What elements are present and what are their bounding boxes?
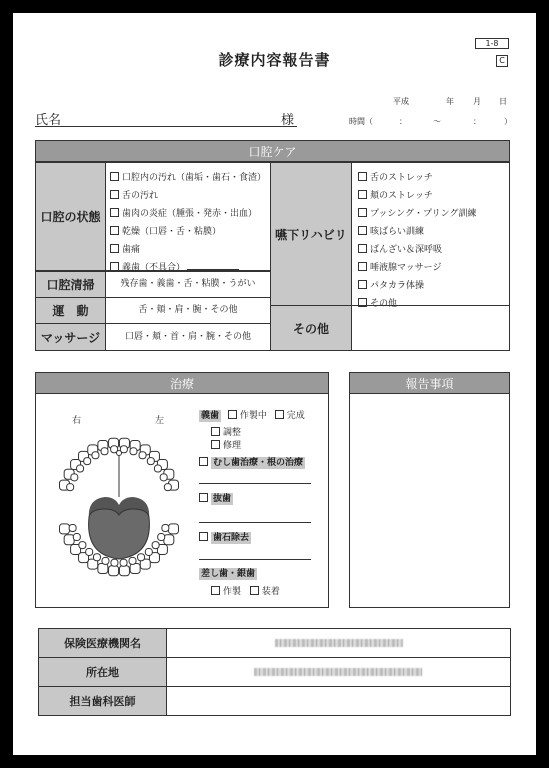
- date-era: 平成: [393, 97, 409, 106]
- time-label: 時間（: [349, 117, 373, 126]
- state-item[interactable]: [110, 244, 266, 255]
- checkbox[interactable]: [110, 208, 119, 217]
- swallow-item-label: 咳ばらい訓練: [370, 227, 425, 237]
- scaling-row[interactable]: [199, 532, 251, 543]
- tooth[interactable]: [138, 554, 145, 561]
- state-item[interactable]: [110, 172, 266, 183]
- checkbox[interactable]: [110, 244, 119, 253]
- form-code-2: C: [496, 55, 508, 67]
- report-title: 報告事項: [405, 377, 454, 391]
- treatment-title: 治療: [169, 377, 194, 391]
- tooth[interactable]: [59, 524, 69, 534]
- tooth[interactable]: [79, 542, 86, 549]
- exercise-label: 運 動: [35, 297, 106, 324]
- state-label: 口腔の状態: [35, 162, 106, 271]
- state-item-label: 義歯（不具合）: [122, 263, 186, 273]
- midline-dot: [117, 451, 122, 456]
- swallow-item[interactable]: [358, 244, 493, 255]
- swallow-item-label: その他: [370, 299, 398, 309]
- page-title: 診療内容報告書: [218, 51, 331, 69]
- treatment-header: [35, 372, 329, 394]
- cleaning-options: 残存歯・義歯・舌・粘膜・うがい: [105, 271, 271, 298]
- date-month: 月: [473, 97, 481, 106]
- swallow-item[interactable]: [358, 262, 493, 273]
- tooth[interactable]: [77, 465, 84, 472]
- repair-row[interactable]: [211, 440, 241, 451]
- oral-care-header: [35, 140, 510, 162]
- tooth[interactable]: [152, 542, 159, 549]
- extraction-row[interactable]: [199, 493, 233, 504]
- tooth[interactable]: [109, 566, 119, 576]
- oral-care-title: 口腔ケア: [248, 145, 297, 159]
- cleaning-label: 口腔清掃: [35, 271, 106, 298]
- swallow-item[interactable]: [358, 226, 493, 237]
- caries-row[interactable]: [199, 457, 305, 468]
- crown-label: 差し歯・銀歯: [201, 569, 256, 579]
- tooth[interactable]: [98, 563, 108, 573]
- repair-label: 修理: [223, 441, 242, 451]
- checkbox[interactable]: [211, 427, 220, 436]
- checkbox[interactable]: [358, 244, 367, 253]
- checkbox[interactable]: [199, 532, 208, 541]
- state-item-label: 歯肉の炎症（腫張・発赤・出血）: [122, 209, 258, 219]
- tooth[interactable]: [101, 448, 108, 455]
- left-label: 左: [155, 416, 165, 426]
- extraction-line[interactable]: [199, 522, 311, 523]
- tooth[interactable]: [139, 452, 146, 459]
- tooth[interactable]: [130, 563, 140, 573]
- in-progress-label: 作製中: [239, 411, 267, 421]
- checkbox[interactable]: [199, 493, 208, 502]
- state-item-label: 舌の汚れ: [122, 191, 159, 201]
- caries-label: むし歯治療・根の治療: [213, 458, 304, 468]
- address-blurred-text: [254, 668, 422, 676]
- checkbox[interactable]: [358, 190, 367, 199]
- form-code: 1-8: [475, 38, 509, 49]
- fit-label: 装着: [261, 587, 280, 597]
- tooth[interactable]: [93, 554, 100, 561]
- tooth[interactable]: [154, 465, 161, 472]
- checkbox[interactable]: [228, 410, 237, 419]
- time-colon-2: ：: [473, 117, 481, 126]
- tooth[interactable]: [71, 474, 78, 481]
- complete-label: 完成: [286, 411, 305, 421]
- tooth[interactable]: [67, 484, 74, 491]
- address-label: 所在地: [38, 657, 167, 687]
- denture-row: [199, 410, 305, 421]
- tooth[interactable]: [92, 452, 99, 459]
- tooth[interactable]: [120, 559, 127, 566]
- tooth[interactable]: [111, 559, 118, 566]
- state-item-label: 歯痛: [122, 245, 141, 255]
- report-field[interactable]: [350, 394, 509, 607]
- tooth[interactable]: [164, 535, 174, 545]
- checkbox[interactable]: [358, 226, 367, 235]
- name-field[interactable]: [35, 125, 297, 127]
- massage-options: 口唇・頬・首・肩・腕・その他: [105, 323, 271, 351]
- checkbox[interactable]: [110, 190, 119, 199]
- time-close: ）: [504, 117, 512, 126]
- tooth[interactable]: [158, 534, 165, 541]
- time-tilde: 〜: [433, 117, 441, 126]
- swallow-item[interactable]: [358, 172, 493, 183]
- report-header: [349, 372, 510, 394]
- tooth[interactable]: [102, 557, 109, 564]
- swallow-item-label: ばんざい＆深呼吸: [370, 245, 443, 255]
- checkbox[interactable]: [250, 586, 259, 595]
- tooth[interactable]: [64, 535, 74, 545]
- checkbox[interactable]: [110, 262, 119, 271]
- swallow-item-label: パタカラ体操: [370, 281, 425, 291]
- state-item-label: 乾燥（口唇・舌・粘膜）: [122, 227, 222, 237]
- tooth[interactable]: [169, 524, 179, 534]
- checkbox[interactable]: [275, 410, 284, 419]
- swallow-label: 嚥下リハビリ: [270, 162, 352, 306]
- tooth[interactable]: [162, 524, 169, 531]
- name-suffix: 様: [281, 113, 295, 128]
- institution-blurred-text: [275, 639, 403, 647]
- swallow-item[interactable]: [358, 190, 493, 201]
- tooth[interactable]: [145, 548, 152, 555]
- adjust-label: 調整: [223, 428, 242, 438]
- tooth[interactable]: [130, 448, 137, 455]
- tooth[interactable]: [129, 557, 136, 564]
- denture-tag: 義歯: [201, 411, 220, 421]
- checkbox[interactable]: [358, 262, 367, 271]
- state-list: [110, 172, 266, 273]
- state-item[interactable]: [110, 226, 266, 237]
- swallow-list: [358, 172, 493, 309]
- tooth-chart[interactable]: [49, 427, 189, 585]
- exercise-options: 舌・頬・肩・腕・その他: [105, 297, 271, 324]
- time-colon-1: ：: [399, 117, 407, 126]
- swallow-item-label: 舌のストレッチ: [370, 173, 433, 183]
- checkbox[interactable]: [110, 226, 119, 235]
- extraction-label: 抜歯: [213, 494, 232, 504]
- denture-note-line[interactable]: [187, 269, 239, 270]
- swallow-item[interactable]: [358, 280, 493, 291]
- massage-label: マッサージ: [35, 323, 106, 351]
- other-field[interactable]: [351, 305, 510, 351]
- make-label: 作製: [223, 587, 242, 597]
- name-label: 氏名: [35, 113, 62, 128]
- tooth[interactable]: [160, 474, 167, 481]
- scaling-line[interactable]: [199, 559, 311, 560]
- tongue-icon: [89, 509, 150, 559]
- swallow-item[interactable]: [358, 208, 493, 219]
- state-item[interactable]: [110, 190, 266, 201]
- checkbox[interactable]: [358, 280, 367, 289]
- tooth[interactable]: [147, 458, 154, 465]
- checkbox[interactable]: [358, 172, 367, 181]
- crown-row: [199, 570, 257, 579]
- state-item-label: 口腔内の汚れ（歯垢・歯石・食渣）: [122, 173, 267, 183]
- dentist-label: 担当歯科医師: [38, 686, 167, 716]
- adjust-row[interactable]: [211, 427, 241, 438]
- tooth[interactable]: [84, 458, 91, 465]
- checkbox[interactable]: [199, 457, 208, 466]
- state-item[interactable]: [110, 208, 266, 219]
- swallow-item-label: プッシング・プリング訓練: [370, 209, 477, 219]
- checkbox[interactable]: [110, 172, 119, 181]
- checkbox[interactable]: [211, 440, 220, 449]
- swallow-item-label: 頬のストレッチ: [370, 191, 433, 201]
- date-day: 日: [499, 97, 507, 106]
- institution-label: 保険医療機関名: [38, 628, 167, 658]
- tooth[interactable]: [86, 548, 93, 555]
- right-label: 右: [72, 416, 82, 426]
- tooth[interactable]: [119, 566, 129, 576]
- tooth[interactable]: [73, 534, 80, 541]
- tooth[interactable]: [69, 524, 76, 531]
- crown-options: [211, 586, 280, 597]
- other-label: その他: [270, 305, 352, 351]
- swallow-item-label: 唾液腺マッサージ: [370, 263, 442, 273]
- date-year: 年: [446, 97, 454, 106]
- tooth[interactable]: [164, 484, 171, 491]
- report-form: [13, 13, 536, 755]
- checkbox[interactable]: [358, 208, 367, 217]
- scaling-label: 歯石除去: [213, 533, 250, 543]
- dentist-value[interactable]: [166, 686, 511, 716]
- checkbox[interactable]: [211, 586, 220, 595]
- caries-line[interactable]: [199, 483, 311, 484]
